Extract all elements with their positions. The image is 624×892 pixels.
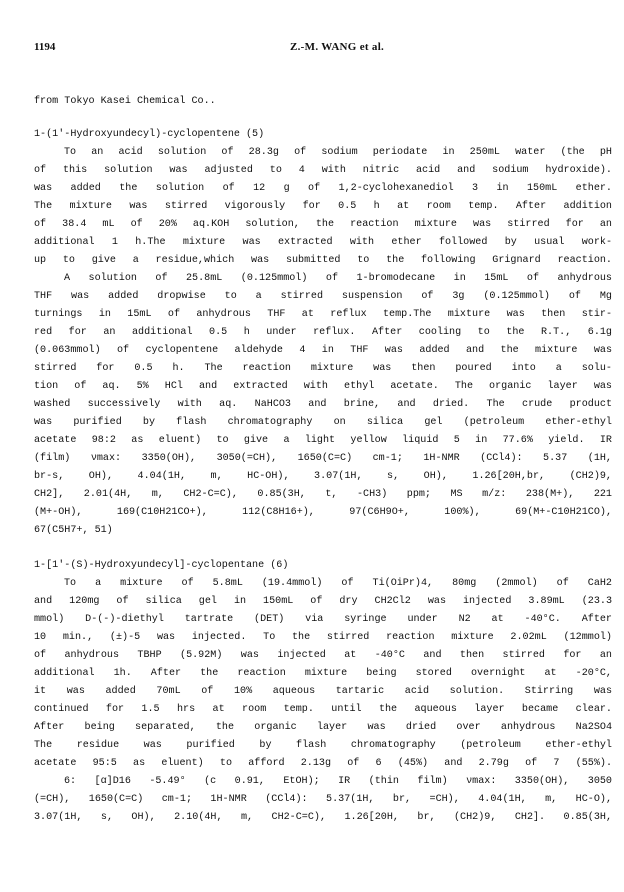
text-line: (film) νmax: 3350(OH), 3050(=CH), 1650(C=C) cm-1; 1H-NMR (CCl4): 5.37 (1H, xyxy=(34,453,612,464)
text-line: 67(C5H7+, 51) xyxy=(34,525,113,536)
text-line: turnings in 15mL of anhydrous THF at reflux temp.The mixture was then stir- xyxy=(34,309,612,320)
text-line: of anhydrous TBHP (5.92M) was injected at -40°C and then stirred for an xyxy=(34,650,612,661)
text-line: acetate 98:2 as eluent) to give a light yellow liquid 5 in 77.6% yield. IR xyxy=(34,435,612,446)
text-line: stirred for 0.5 h. The reaction mixture was then poured into a solu- xyxy=(34,363,612,374)
running-header xyxy=(34,41,594,55)
compound-heading: 1-(1'-Hydroxyundecyl)-cyclopentene (5) xyxy=(34,129,265,140)
text-line: acetate 95:5 as eluent) to afford 2.13g of 6 (45%) and 2.79g of 7 (55%). xyxy=(34,758,612,769)
text-line: After being separated, the organic layer was dried over anhydrous Na2SO4 xyxy=(34,722,612,733)
text-line: additional 1 h.The mixture was extracted with ether followed by usual work- xyxy=(34,237,612,248)
text-line: red for an additional 0.5 h under reflux. After cooling to the R.T., 6.1g xyxy=(34,327,612,338)
compound-heading: 1-[1'-(S)-Hydroxyundecyl]-cyclopentane (6) xyxy=(34,560,289,571)
text-line: up to give a residue,which was submitted to the following Grignard reaction. xyxy=(34,255,612,266)
text-line: it was added 70mL of 10% aqueous tartaric acid solution. Stirring was xyxy=(34,686,612,697)
text-line: was purified by flash chromatography on silica gel (petroleum ether-ethyl xyxy=(34,417,612,428)
text-line: THF was added dropwise to a stirred suspension of 3g (0.125mmol) of Mg xyxy=(34,291,612,302)
text-line: continued for 1.5 hrs at room temp. until the aqueous layer became clear. xyxy=(34,704,612,715)
text-line: 10 min., (±)-5 was injected. To the stirred reaction mixture 2.02mL (12mmol) xyxy=(34,632,612,643)
text-line: from Tokyo Kasei Chemical Co.. xyxy=(34,96,216,107)
running-author: Z.-M. WANG et al. xyxy=(290,41,385,53)
text-line: of this solution was adjusted to 4 with nitric acid and sodium hydroxide). xyxy=(34,165,612,176)
text-line: and 120mg of silica gel in 150mL of dry CH2Cl2 was injected 3.89mL (23.3 xyxy=(34,596,612,607)
text-line: additional 1h. After the reaction mixture being stored overnight at -20°C, xyxy=(34,668,612,679)
text-line: 3.07(1H, s, OH), 2.10(4H, m, CH2-C=C), 1.26[20H, br, (CH2)9, CH2]. 0.85(3H, xyxy=(34,812,612,823)
text-line: To a mixture of 5.8mL (19.4mmol) of Ti(OiPr)4, 80mg (2mmol) of CaH2 xyxy=(64,578,612,589)
text-line: was added the solution of 12 g of 1,2-cyclohexanediol 3 in 150mL ether. xyxy=(34,183,612,194)
text-line: (M+-OH), 169(C10H21CO+), 112(C8H16+), 97(C6H9O+, 100%), 69(M+-C10H21CO), xyxy=(34,507,612,518)
text-line: A solution of 25.8mL (0.125mmol) of 1-bromodecane in 15mL of anhydrous xyxy=(64,273,612,284)
text-line: of 38.4 mL of 20% aq.KOH solution, the reaction mixture was stirred for an xyxy=(34,219,612,230)
text-line: (0.063mmol) of cyclopentene aldehyde 4 in THF was added and the mixture was xyxy=(34,345,612,356)
text-line: washed successively with aq. NaHCO3 and brine, and dried. The crude product xyxy=(34,399,612,410)
page-number: 1194 xyxy=(34,41,56,53)
text-line: (=CH), 1650(C=C) cm-1; 1H-NMR (CCl4): 5.37(1H, br, =CH), 4.04(1H, m, HC-O), xyxy=(34,794,612,805)
text-line: mmol) D-(-)-diethyl tartrate (DET) via syringe under N2 at -40°C. After xyxy=(34,614,612,625)
text-line: tion of aq. 5% HCl and extracted with ethyl acetate. The organic layer was xyxy=(34,381,612,392)
text-line: To an acid solution of 28.3g of sodium periodate in 250mL water (the pH xyxy=(64,147,612,158)
text-line: 6: [α]D16 -5.49° (c 0.91, EtOH); IR (thin film) νmax: 3350(OH), 3050 xyxy=(64,776,612,787)
text-line: The mixture was stirred vigorously for 0.5 h at room temp. After addition xyxy=(34,201,612,212)
text-line: The residue was purified by flash chromatography (petroleum ether-ethyl xyxy=(34,740,612,751)
text-line: CH2], 2.01(4H, m, CH2-C=C), 0.85(3H, t, -CH3) ppm; MS m/z: 238(M+), 221 xyxy=(34,489,612,500)
text-line: br-s, OH), 4.04(1H, m, HC-OH), 3.07(1H, s, OH), 1.26[20H,br, (CH2)9, xyxy=(34,471,612,482)
